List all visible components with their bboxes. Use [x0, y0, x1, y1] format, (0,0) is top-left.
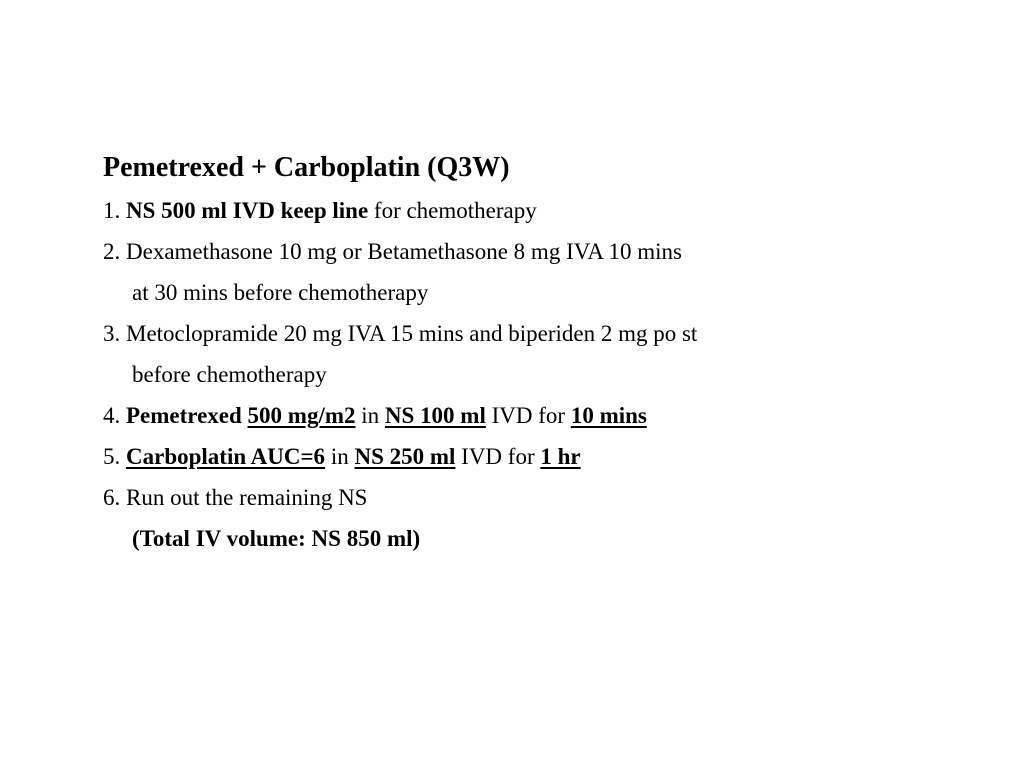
- step-5-number: 5.: [103, 444, 121, 469]
- step-5: [103, 436, 983, 477]
- step-6: [103, 477, 983, 518]
- step-4-duration: 10 mins: [570, 403, 647, 428]
- step-4-dose: 500 mg/m2: [247, 403, 356, 428]
- regimen-slide: [103, 148, 983, 559]
- step-4-ivd-for: IVD for: [491, 403, 566, 428]
- step-3-text: Metoclopramide 20 mg IVA 15 mins and biperiden 2 mg po st: [126, 321, 698, 346]
- total-volume-note: [103, 518, 983, 559]
- step-2: [103, 231, 983, 272]
- step-3: [103, 313, 983, 354]
- step-5-drug-dose: Carboplatin AUC=6: [126, 444, 326, 469]
- step-2-continuation: at 30 mins before chemotherapy: [132, 280, 429, 305]
- regimen-title: Pemetrexed + Carboplatin (Q3W): [103, 152, 510, 183]
- step-1: [103, 190, 983, 231]
- step-1-number: 1.: [103, 198, 121, 223]
- step-1-text: for chemotherapy: [368, 198, 537, 223]
- step-2-number: 2.: [103, 239, 121, 264]
- step-4-diluent: NS 100 ml: [384, 403, 486, 428]
- step-5-in: in: [330, 444, 349, 469]
- step-3-continuation: before chemotherapy: [132, 362, 327, 387]
- total-volume-text: Total IV volume: NS 850 ml: [139, 526, 413, 551]
- step-5-duration: 1 hr: [540, 444, 581, 469]
- step-5-diluent: NS 250 ml: [354, 444, 456, 469]
- step-4-number: 4.: [103, 403, 121, 428]
- total-volume-open-paren: (: [132, 526, 140, 551]
- total-volume-close-paren: ): [412, 526, 421, 551]
- step-6-number: 6.: [103, 485, 121, 510]
- step-2-text: Dexamethasone 10 mg or Betamethasone 8 mg IVA 10 mins: [126, 239, 682, 264]
- step-3-number: 3.: [103, 321, 121, 346]
- step-4-in: in: [361, 403, 380, 428]
- step-5-ivd-for: IVD for: [461, 444, 535, 469]
- step-4: [103, 395, 983, 436]
- step-6-text: Run out the remaining NS: [126, 485, 368, 510]
- step-1-keep-line: NS 500 ml IVD keep line: [126, 198, 369, 223]
- step-4-drug: Pemetrexed: [126, 403, 242, 428]
